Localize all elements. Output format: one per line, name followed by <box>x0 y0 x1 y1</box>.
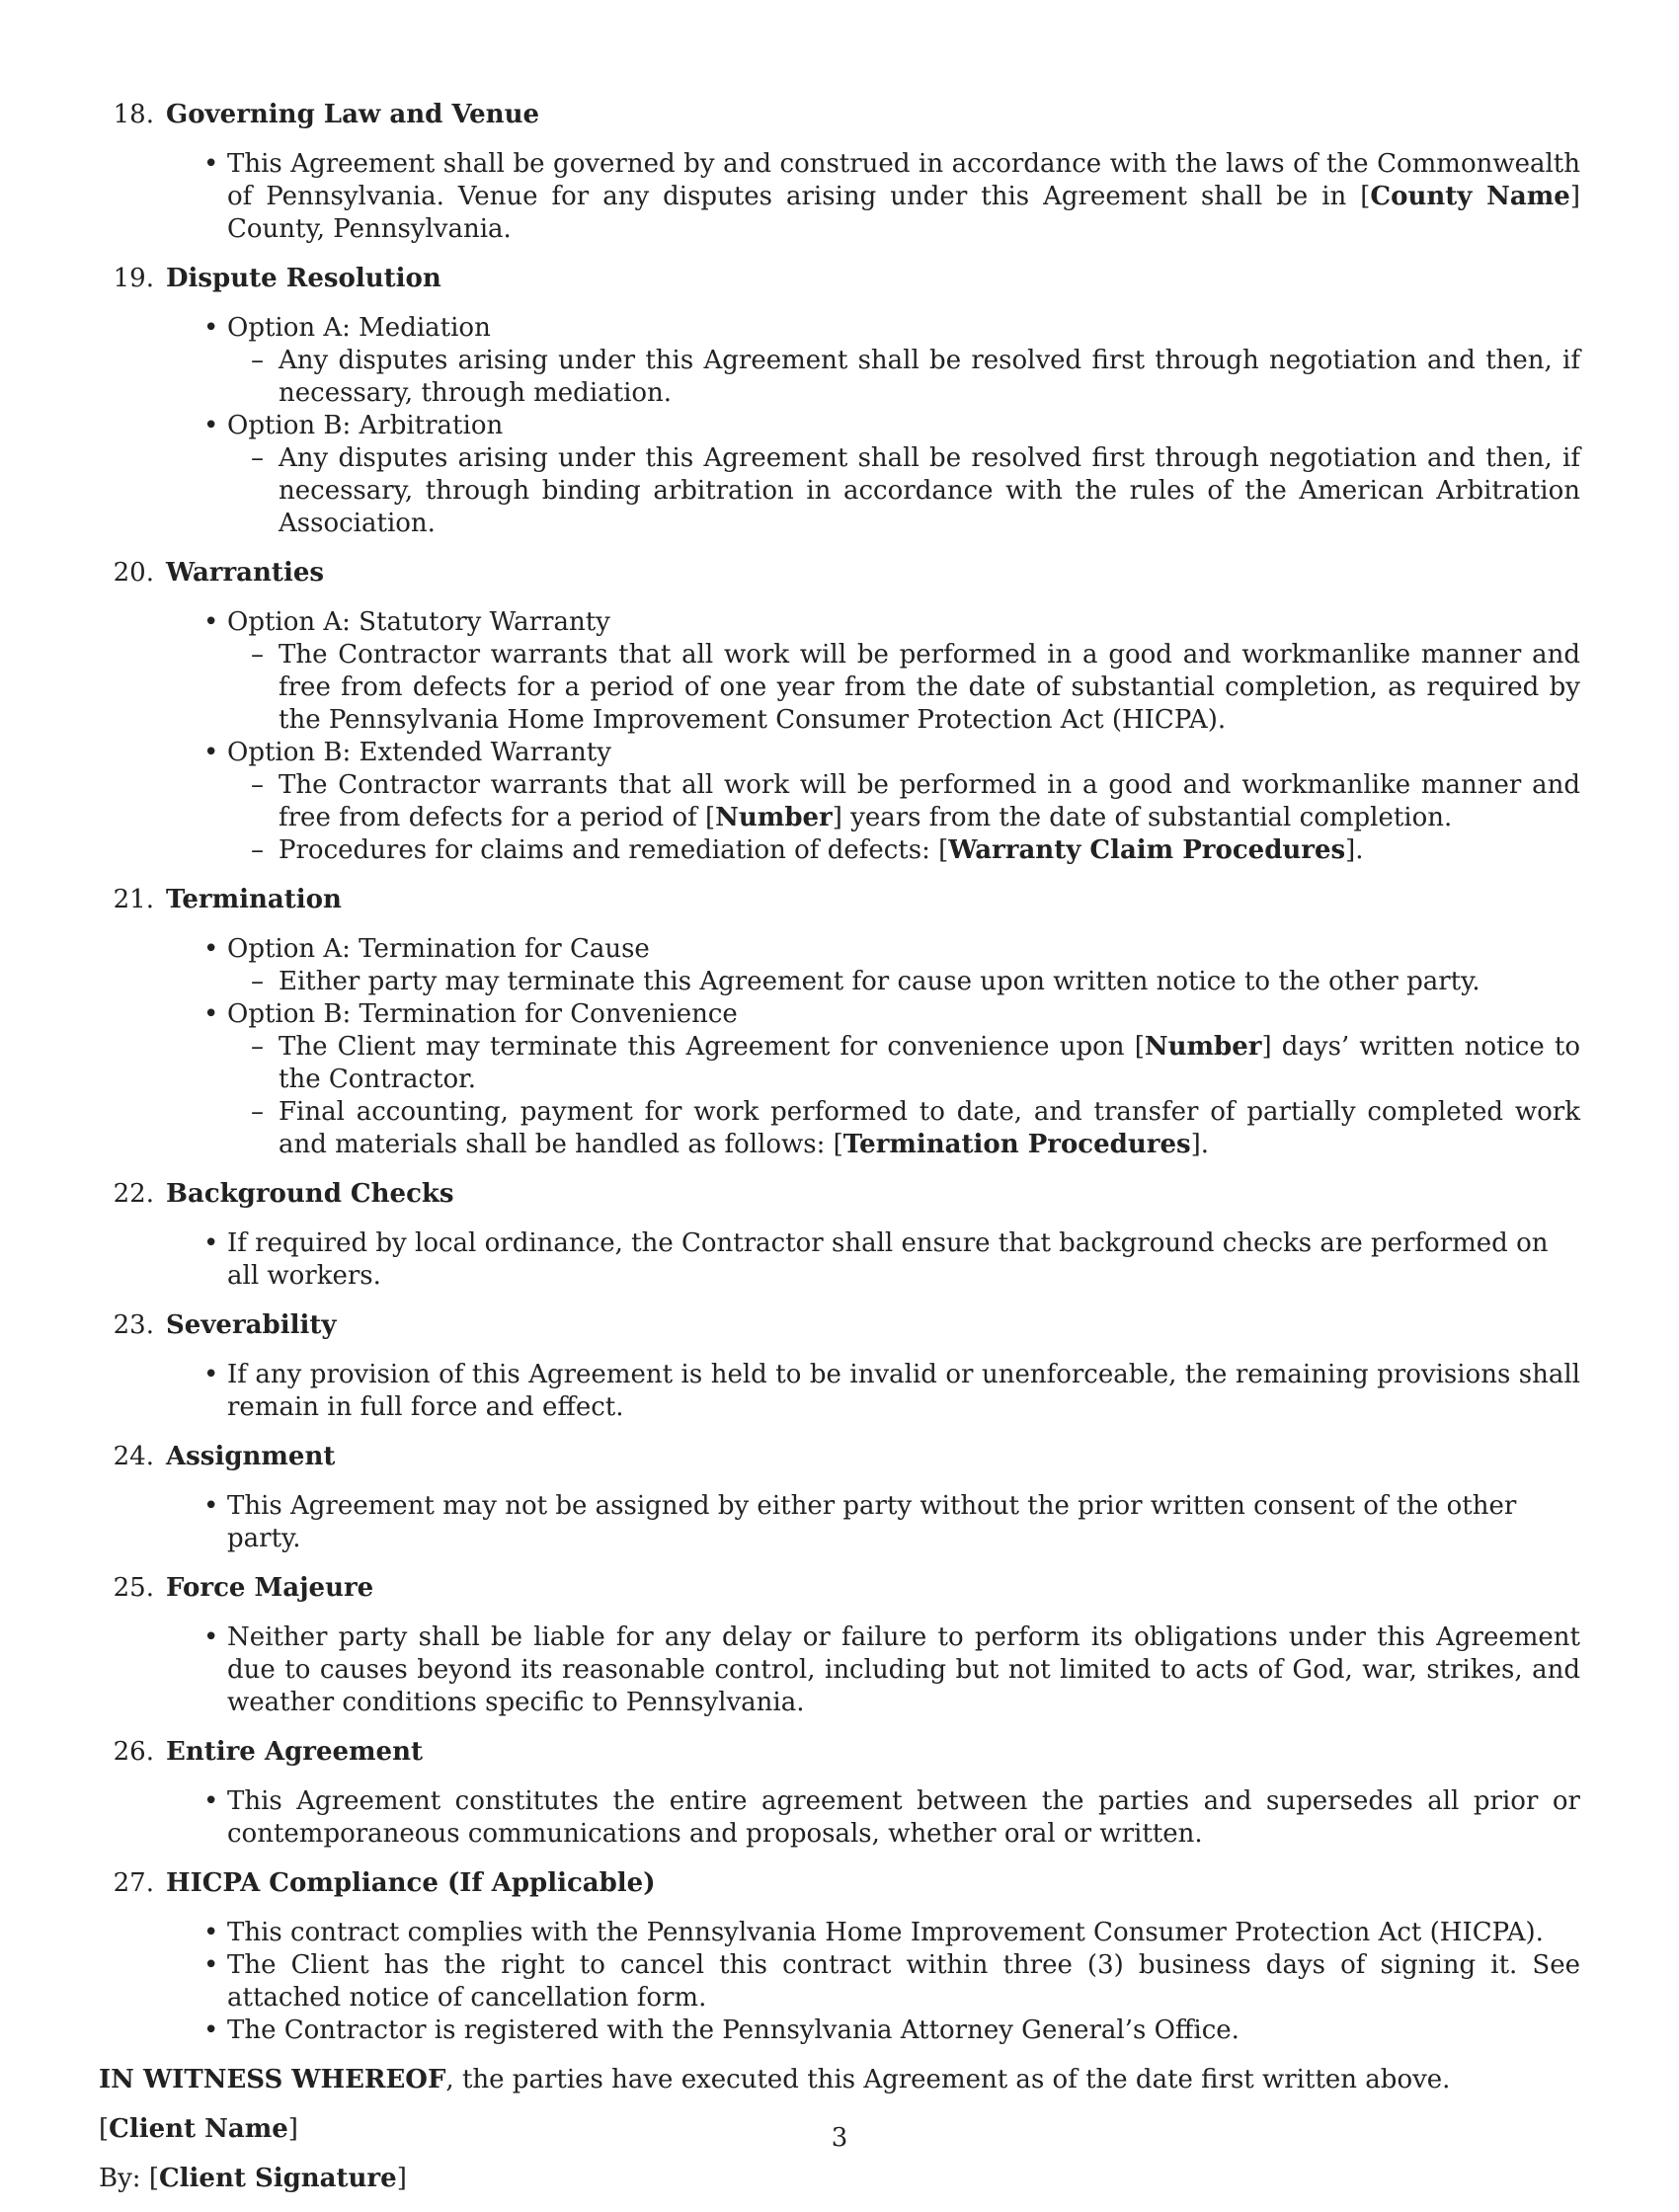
section-number: 27. <box>113 1868 154 1898</box>
list-item: • Option B: Arbitration – Any disputes arising under this Agreement shall be resolved first through negotiation and then, if necessary, through binding arbitration in accordance with the rules of the American Arbitration Association. <box>227 410 1580 540</box>
sub-list <box>227 769 1580 867</box>
sub-list-item: – Final accounting, payment for work performed to date, and transfer of partially completed work and materials shall be handled as follows: [Termination Procedures]. <box>279 1096 1580 1161</box>
section-number: 21. <box>113 885 154 914</box>
sub-list <box>227 966 1580 998</box>
section-heading <box>99 1309 1580 1342</box>
placeholder-field: Number <box>715 803 833 832</box>
section-title: Severability <box>166 1310 337 1340</box>
section-title: Termination <box>166 885 342 914</box>
section-number: 19. <box>113 264 154 293</box>
section-hicpa-compliance <box>99 1867 1580 2047</box>
section-title: Governing Law and Venue <box>166 100 540 129</box>
section-governing-law <box>99 99 1580 246</box>
list-item: • This Agreement shall be governed by and construed in accordance with the laws of the Commonwealth of Pennsylvania. Venue for any disputes arising under this Agreement shall be in [County Name] County, Pennsylvania. <box>227 148 1580 246</box>
client-name-line: [Client Name] <box>99 2114 298 2144</box>
sub-list <box>227 639 1580 737</box>
sub-list-item: – Any disputes arising under this Agreement shall be resolved first through negotiation and then, if necessary, through mediation. <box>279 345 1580 410</box>
bullet-list <box>99 1227 1580 1293</box>
sub-list-item: – Either party may terminate this Agreement for cause upon written notice to the other party. <box>279 966 1580 998</box>
section-heading <box>99 884 1580 916</box>
list-item: • Option A: Termination for Cause – Either party may terminate this Agreement for cause upon written notice to the other party. <box>227 933 1580 998</box>
section-number: 20. <box>113 558 154 588</box>
sub-list-item: – The Contractor warrants that all work will be performed in a good and workmanlike manner and free from defects for a period of [Number] years from the date of substantial completion. <box>279 769 1580 834</box>
section-title: Entire Agreement <box>166 1737 423 1767</box>
placeholder-field: Client Name <box>109 2114 288 2144</box>
section-number: 18. <box>113 100 154 129</box>
document-page <box>99 99 1580 2212</box>
section-number: 24. <box>113 1442 154 1471</box>
sub-list-item: – The Contractor warrants that all work will be performed in a good and workmanlike manner and free from defects for a period of one year from the date of substantial completion, as required by the Pennsylvania Home Improvement Consumer Protection Act (HICPA). <box>279 639 1580 737</box>
list-item: • Option A: Mediation – Any disputes arising under this Agreement shall be resolved first through negotiation and then, if necessary, through mediation. <box>227 312 1580 410</box>
page-number: 3 <box>831 2123 848 2153</box>
list-item: • If any provision of this Agreement is held to be invalid or unenforceable, the remaining provisions shall remain in full force and effect. <box>227 1359 1580 1424</box>
placeholder-field: Client Signature <box>158 2164 397 2193</box>
list-item: • Neither party shall be liable for any delay or failure to perform its obligations under this Agreement due to causes beyond its reasonable control, including but not limited to acts of God, war, strikes, and weather conditions specific to Pennsylvania. <box>227 1621 1580 1719</box>
list-item: • The Client has the right to cancel this contract within three (3) business days of signing it. See attached notice of cancellation form. <box>227 1949 1580 2014</box>
section-force-majeure <box>99 1572 1580 1719</box>
sub-list <box>227 1031 1580 1161</box>
list-item: • If required by local ordinance, the Contractor shall ensure that background checks are performed on all workers. <box>227 1227 1580 1293</box>
sub-list-item: – Any disputes arising under this Agreement shall be resolved first through negotiation and then, if necessary, through binding arbitration in accordance with the rules of the American Arbitration Association. <box>279 442 1580 540</box>
section-heading <box>99 1178 1580 1211</box>
list-item: • Option A: Statutory Warranty – The Contractor warrants that all work will be performed in a good and workmanlike manner and free from defects for a period of one year from the date of substantial completion, as required by the Pennsylvania Home Improvement Consumer Protection Act (HICPA). <box>227 606 1580 737</box>
section-dispute-resolution <box>99 263 1580 540</box>
bullet-list <box>99 1917 1580 2047</box>
witness-statement: IN WITNESS WHEREOF, the parties have executed this Agreement as of the date first written above. <box>99 2065 1451 2094</box>
section-title: Dispute Resolution <box>166 264 441 293</box>
list-item: • This contract complies with the Pennsylvania Home Improvement Consumer Protection Act (HICPA). <box>227 1917 1580 1949</box>
sub-list-item: – The Client may terminate this Agreement for convenience upon [Number] days’ written notice to the Contractor. <box>279 1031 1580 1096</box>
section-title: Warranties <box>166 558 324 588</box>
section-heading <box>99 557 1580 590</box>
section-number: 23. <box>113 1310 154 1340</box>
bullet-list <box>99 1359 1580 1424</box>
bullet-list <box>99 312 1580 540</box>
section-entire-agreement <box>99 1736 1580 1851</box>
list-item: • This Agreement constitutes the entire agreement between the parties and supersedes all prior or contemporaneous communications and proposals, whether oral or written. <box>227 1785 1580 1851</box>
section-number: 25. <box>113 1573 154 1603</box>
section-warranties <box>99 557 1580 867</box>
bullet-list <box>99 1621 1580 1719</box>
list-item: • The Contractor is registered with the Pennsylvania Attorney General’s Office. <box>227 2014 1580 2047</box>
section-title: Force Majeure <box>166 1573 374 1603</box>
section-number: 22. <box>113 1179 154 1209</box>
section-severability <box>99 1309 1580 1424</box>
section-assignment <box>99 1441 1580 1555</box>
section-heading <box>99 99 1580 131</box>
signature-line: By: [Client Signature] <box>99 2164 407 2193</box>
placeholder-field: Number <box>1144 1032 1262 1062</box>
section-heading <box>99 1441 1580 1473</box>
section-heading <box>99 263 1580 295</box>
section-title: HICPA Compliance (If Applicable) <box>166 1868 656 1898</box>
section-heading <box>99 1572 1580 1605</box>
section-title: Background Checks <box>166 1179 454 1209</box>
section-title: Assignment <box>166 1442 336 1471</box>
sub-list-item: – Procedures for claims and remediation of defects: [Warranty Claim Procedures]. <box>279 834 1580 867</box>
bullet-list <box>99 606 1580 867</box>
section-background-checks <box>99 1178 1580 1293</box>
section-heading <box>99 1736 1580 1769</box>
sub-list <box>227 442 1580 540</box>
list-item: • Option B: Extended Warranty – The Contractor warrants that all work will be performed in a good and workmanlike manner and free from defects for a period of [Number] years from the date of substantial completion. – Procedures for claims and remediation of defects: [Warranty Claim Procedures]. <box>227 737 1580 867</box>
placeholder-field: County Name <box>1370 182 1570 211</box>
section-termination <box>99 884 1580 1161</box>
section-heading <box>99 1867 1580 1900</box>
bullet-list <box>99 1490 1580 1555</box>
placeholder-field: Warranty Claim Procedures <box>948 835 1346 865</box>
bullet-list <box>99 1785 1580 1851</box>
bullet-list <box>99 933 1580 1161</box>
placeholder-field: Termination Procedures <box>842 1130 1191 1159</box>
bullet-list <box>99 148 1580 246</box>
sub-list <box>227 345 1580 410</box>
section-number: 26. <box>113 1737 154 1767</box>
list-item: • This Agreement may not be assigned by either party without the prior written consent of the other party. <box>227 1490 1580 1555</box>
list-item: • Option B: Termination for Convenience – The Client may terminate this Agreement for convenience upon [Number] days’ written notice to the Contractor. – Final accounting, payment for work performed to date, and transfer of partially completed work and materials shall be handled as follows: [Termination Procedures]. <box>227 998 1580 1161</box>
